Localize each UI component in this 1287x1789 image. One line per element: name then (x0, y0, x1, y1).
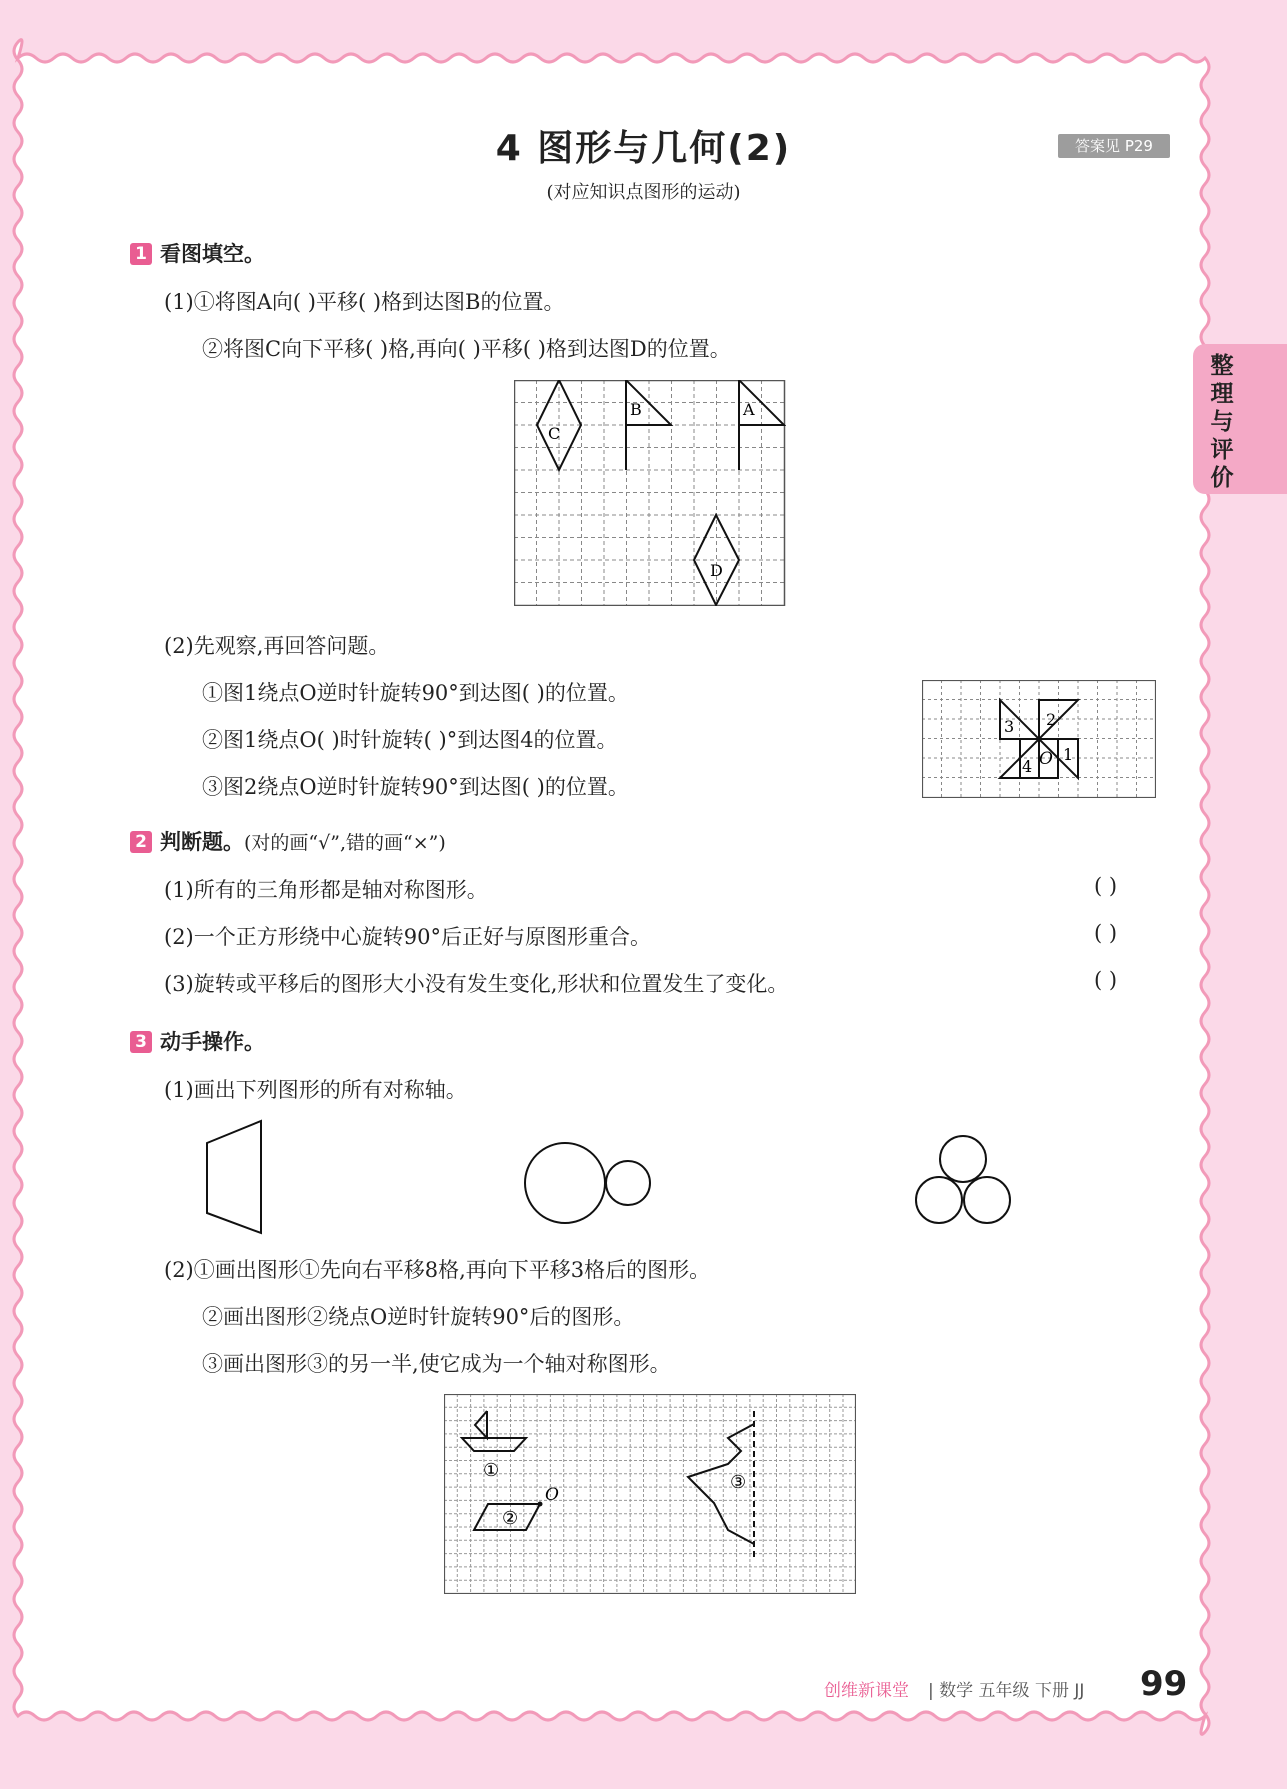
section-3-badge: 3 (130, 1031, 152, 1053)
page-subtitle: (对应知识点图形的运动) (546, 182, 741, 203)
section-2-heading (130, 826, 446, 856)
section-3-heading (130, 1026, 265, 1056)
section-1-badge: 1 (130, 243, 152, 265)
s2-item-3: (3)旋转或平移后的图形大小没有发生变化,形状和位置发生了变化。 (164, 972, 789, 996)
section-3-title: 动手操作。 (160, 1030, 265, 1054)
s1-q1-line2: ②将图C向下平移( )格,再向( )平移( )格到达图D的位置。 (202, 337, 731, 361)
rot-label-3: 3 (1004, 717, 1015, 736)
fig-label-o: O (545, 1485, 559, 1505)
right-circle (964, 1177, 1010, 1223)
section-1-title: 看图填空。 (160, 242, 265, 266)
s3-q1: (1)画出下列图形的所有对称轴。 (164, 1078, 467, 1102)
symmetry-shapes (200, 1118, 1050, 1236)
small-circle (606, 1161, 650, 1205)
rot-label-4: 4 (1022, 757, 1033, 776)
side-tab-label: 整理与评价 (1210, 353, 1234, 491)
big-circle (525, 1143, 605, 1223)
s1-q2-line2: ②图1绕点O( )时针旋转( )°到达图4的位置。 (202, 728, 618, 752)
s2-answer-2[interactable]: ( ) (1094, 921, 1118, 945)
fig-label-2: ② (502, 1508, 519, 1529)
s1-q2-line1: ①图1绕点O逆时针旋转90°到达图( )的位置。 (202, 681, 629, 705)
s1-q2-line3: ③图2绕点O逆时针旋转90°到达图( )的位置。 (202, 775, 629, 799)
rot-label-o: O (1039, 749, 1053, 769)
rot-label-1: 1 (1063, 745, 1074, 764)
figure-1-boat (462, 1438, 526, 1451)
s2-answer-1[interactable]: ( ) (1094, 874, 1118, 898)
label-d: D (710, 561, 723, 580)
rot-label-2: 2 (1046, 710, 1057, 729)
section-1-heading (130, 238, 265, 268)
translation-grid (514, 380, 786, 606)
page-title: 4 图形与几何(2) (495, 128, 792, 169)
s2-item-2: (2)一个正方形绕中心旋转90°后正好与原图形重合。 (164, 925, 651, 949)
fig-label-3: ③ (730, 1472, 747, 1493)
section-2-badge: 2 (130, 831, 152, 853)
label-a: A (743, 400, 755, 419)
fig-label-1: ① (483, 1460, 500, 1481)
label-b: B (630, 400, 642, 419)
top-circle (940, 1136, 986, 1182)
s1-q1-line1: (1)①将图A向( )平移( )格到达图B的位置。 (164, 290, 565, 314)
section-2-title: 判断题。 (160, 830, 244, 854)
s1-q2-heading: (2)先观察,再回答问题。 (164, 634, 390, 658)
footer-brand: 创维新课堂 (824, 1681, 909, 1701)
answer-reference-badge: 答案见 P29 (1058, 134, 1170, 158)
trapezoid-shape (207, 1121, 261, 1233)
s3-q2-line2: ②画出图形②绕点O逆时针旋转90°后的图形。 (202, 1305, 635, 1329)
s3-q2-line1: (2)①画出图形①先向右平移8格,再向下平移3格后的图形。 (164, 1258, 711, 1282)
footer-info: | 数学 五年级 下册 JJ (928, 1681, 1085, 1701)
s3-q2-line3: ③画出图形③的另一半,使它成为一个轴对称图形。 (202, 1352, 671, 1376)
drawing-grid (444, 1394, 856, 1594)
label-c: C (548, 424, 561, 443)
left-circle (916, 1177, 962, 1223)
rotation-grid (922, 680, 1156, 798)
s2-item-1: (1)所有的三角形都是轴对称图形。 (164, 878, 488, 902)
section-2-instruction: (对的画“√”,错的画“×”) (244, 832, 446, 854)
page-number: 99 (1140, 1664, 1188, 1704)
s2-answer-3[interactable]: ( ) (1094, 968, 1118, 992)
